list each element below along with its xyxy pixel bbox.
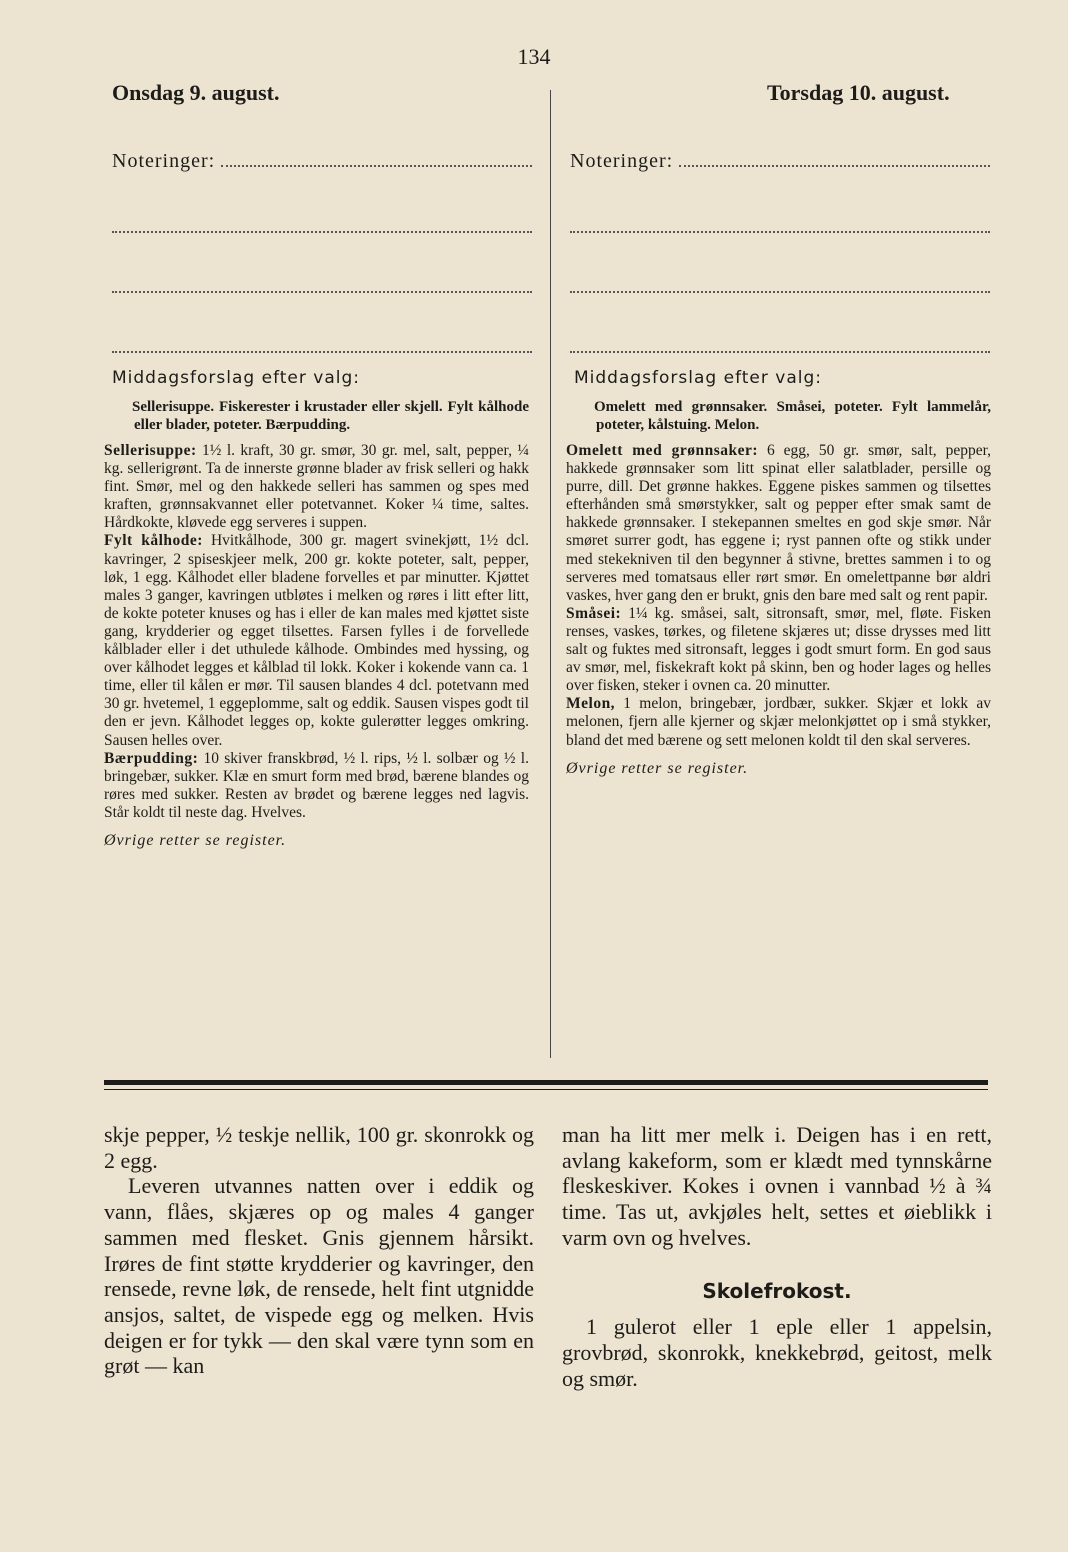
paragraph: man ha litt mer melk i. Deigen has i en rett, avlang kakeform, som er klædt med tynnskårne fleskeskiver. Kokes i ovnen i vannbad ½ à ¾ time. Tas ut, avkjøles helt, settes et øieblikk i varm ovn og hvelves. xyxy=(562,1122,992,1250)
menu-dish-list: Omelett med grønnsaker. Småsei, poteter. Fylt lammelår, poteter, kålstuing. Melon. xyxy=(594,399,991,433)
recipe-title: Omelett med grønnsaker: xyxy=(566,442,759,459)
dotted-line xyxy=(112,233,532,293)
recipe-title: Sellerisuppe: xyxy=(104,442,197,459)
more-recipes-note: Øvrige retter se register. xyxy=(104,831,287,849)
recipe xyxy=(566,695,991,749)
menu-heading: Middagsforslag efter valg: xyxy=(112,368,360,388)
recipe-title: Melon, xyxy=(566,695,616,713)
paragraph: 1 gulerot eller 1 eple eller 1 appelsin, grovbrød, skonrokk, knekkebrød, geitost, melk og smør. xyxy=(562,1314,992,1391)
dotted-line xyxy=(112,173,532,233)
recipe-text: Hvitkålhode, 300 gr. magert svinekjøtt, 1½ dcl. kavringer, 2 spiseskjeer melk, 200 gr. kokte poteter, salt, pepper, løk, 1 egg. Kålhodet eller bladene forvelles et par minutter. Kjøttet males 3 ganger, kavringen utbløtes i melken og røres i litt efter litt, de kokte poteter knuses og has i eller de kan males med kjøttet siste gang, krydderier og egget tilsettes. Farsen fylles i de forvellede kålblader eller i det uthulede kålhode. Ombindes med hyssing, og over kålhodet legges et kålblad til lokk. Koker i kokende vann ca. 1 time, eller til kålen er mør. Til sausen blandes 4 dcl. potetvann med 30 gr. hvetemel, 1 eggeplomme, salt og eddik. Sausen vispes godt til den er jevn. Kålhodet legges op, kokte gulerøtter legges omkring. Sausen helles over. xyxy=(104,532,529,749)
recipe-text: 1¼ kg. småsei, salt, sitronsaft, smør, mel, fløte. Fisken renses, vaskes, tørkes, og filetene skjæres ut; disse drysses med litt salt og fuktes med sitronsaft, legges i godt smurt form. En god saus av smør, mel, fiskekraft kokt på skinn, ben og hoder lages og helles over fisken, steker i ovnen ca. 20 minutter. xyxy=(566,604,992,695)
notes-section-left xyxy=(112,150,532,353)
menu-column-right xyxy=(566,368,991,778)
recipe-text: 1½ l. kraft, 30 gr. smør, 30 gr. mel, salt, pepper, ¼ kg. sellerigrønt. Ta de innerste grønne blader av frisk selleri og hakk fint. Smør, mel og den hakkede selleri has sammen og spes med kraften, grønnsakvannet eller potetvannet. Koker ¼ time, saltes. Hårdkokte, kløvede egg serveres i suppen. xyxy=(104,442,530,532)
date-heading-right: Torsdag 10. august. xyxy=(767,80,950,105)
section-title: Skolefrokost. xyxy=(702,1278,852,1303)
more-recipes-note: Øvrige retter se register. xyxy=(566,759,749,777)
recipe-text: 6 egg, 50 gr. smør, salt, pepper, hakkede grønnsaker som litt spinat eller salatblader, persille og purre, dill. Det grønne hakkes. Eggene piskes sammen og tilsettes efterhånden små smørstykker, salt og pepper efter smak samt de hakkede grønnsaker. I stekepannen smeltes en god skje smør. Når smøret surrer godt, has eggene i; ryst pannen ofte og stikk under med stekekniven til den begynner å stivne, brettes sammen i to og serveres med tomatsaus eller rørt smør. En omelettpanne bør aldri vaskes, hver gang den er brukt, gnis den bare med salt og rent papir. xyxy=(566,442,992,604)
menu-heading: Middagsforslag efter valg: xyxy=(574,368,822,388)
dotted-line xyxy=(570,293,990,353)
notes-section-right xyxy=(570,150,990,353)
section-rule xyxy=(104,1089,988,1090)
dotted-line xyxy=(112,293,532,353)
recipe xyxy=(566,605,991,695)
section-rule xyxy=(104,1080,988,1085)
page-number: 134 xyxy=(517,44,551,69)
recipe-title: Småsei: xyxy=(566,604,622,622)
recipe-text: 1 melon, bringebær, jordbær, sukker. Skjær et lokk av melonen, fjern alle kjerner og skjær melonkjøttet op i små stykker, bland det med bærene og sett melonen koldt til den skal serveres. xyxy=(566,695,991,749)
menu-column-left xyxy=(104,368,529,850)
column-divider xyxy=(550,90,551,1058)
dotted-line xyxy=(679,151,990,167)
paragraph: skje pepper, ½ teskje nellik, 100 gr. skonrokk og 2 egg. xyxy=(104,1122,534,1173)
recipe xyxy=(566,442,991,605)
recipe-text: 10 skiver franskbrød, ½ l. rips, ½ l. solbær og ½ l. bringebær, sukker. Klæ en smurt form med brød, bærene blandes og røres med sukker. Resten av brødet og bærene legges ned lagvis. Står koldt til neste dag. Hvelves. xyxy=(104,749,529,821)
notes-label: Noteringer: xyxy=(570,150,674,172)
date-heading-left: Onsdag 9. august. xyxy=(112,80,280,105)
recipe xyxy=(104,442,529,532)
recipe-title: Bærpudding: xyxy=(104,749,199,767)
lower-text-left xyxy=(104,1122,534,1379)
recipe xyxy=(104,532,529,749)
lower-text-right xyxy=(562,1122,992,1391)
recipe xyxy=(104,750,529,822)
recipe-title: Fylt kålhode: xyxy=(104,532,203,550)
menu-dish-list: Sellerisuppe. Fiskerester i krustader eller skjell. Fylt kålhode eller blader, poteter. Bærpudding. xyxy=(132,399,529,433)
dotted-line xyxy=(570,173,990,233)
dotted-line xyxy=(570,233,990,293)
dotted-line xyxy=(221,151,532,167)
notes-label: Noteringer: xyxy=(112,150,216,172)
paragraph: Leveren utvannes natten over i eddik og vann, flåes, skjæres op og males 4 ganger sammen med flesket. Gnis gjennem hårsikt. Irøres de fint støtte krydderier og kavringer, den rensede, revne løk, de rensede, helt fint utgnidde ansjos, saltet, de vispede egg og melken. Hvis deigen er for tykk — den skal være tynn som en grøt — kan xyxy=(104,1173,534,1379)
